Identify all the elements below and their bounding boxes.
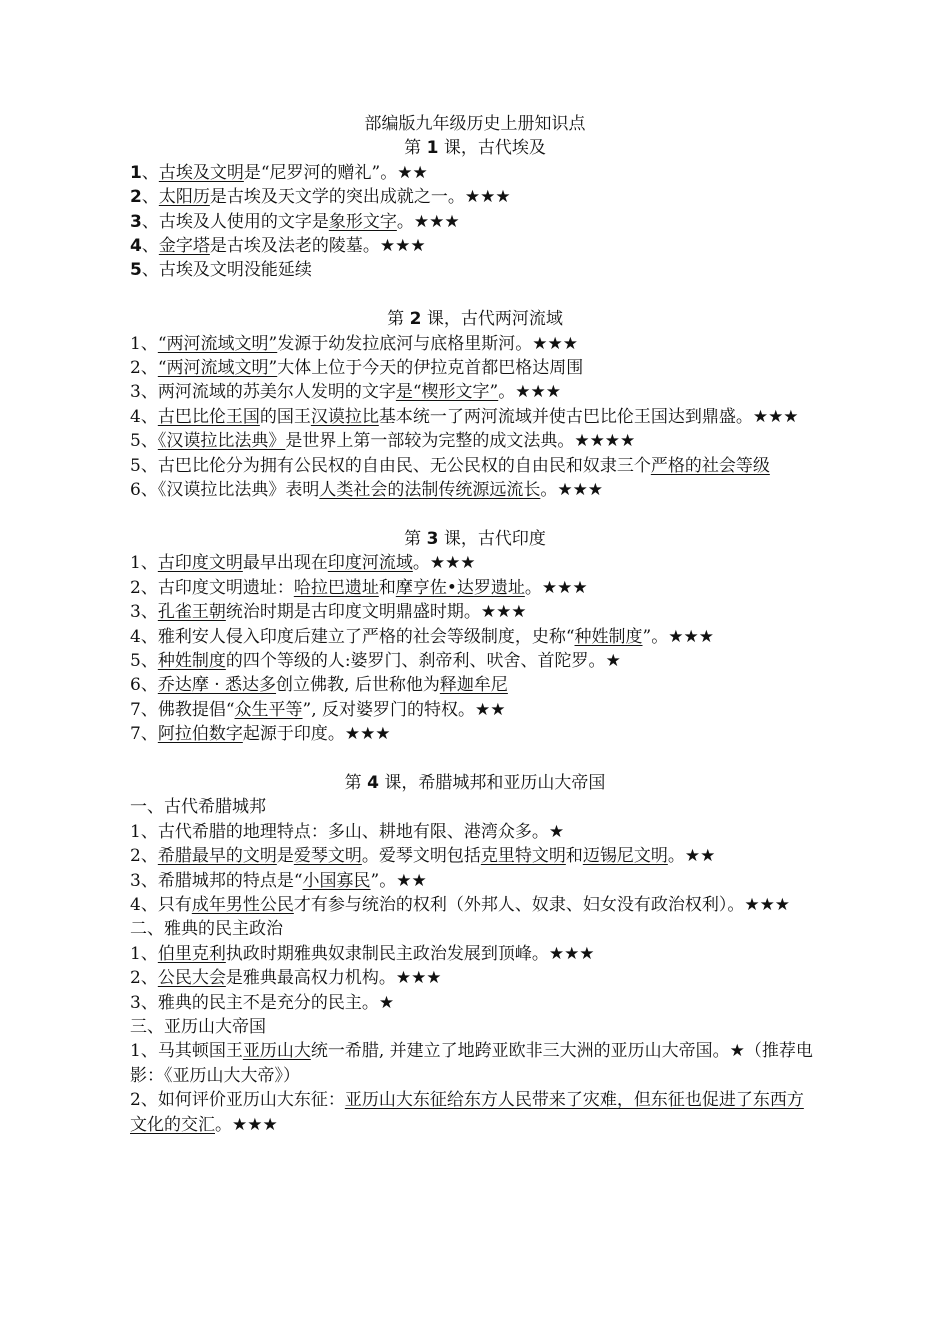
key-term: “两河流域文明”: [157, 358, 278, 379]
key-term: 公民大会: [157, 968, 226, 989]
key-term: 种姓制度: [574, 626, 643, 647]
lesson-heading-text: 课，古代两河流域: [421, 309, 563, 330]
key-term: 成年男性公民: [191, 894, 294, 915]
item-text: 4、雅利安人侵入印度后建立了严格的社会等级制度，史称“: [130, 626, 575, 647]
key-term: 希腊最早的文明: [157, 846, 277, 867]
importance-stars: ★★★: [379, 236, 426, 257]
item-number: 1: [130, 162, 142, 183]
knowledge-item: [130, 478, 820, 502]
item-text: 。爱琴文明包括: [361, 846, 481, 867]
knowledge-item: [130, 966, 820, 990]
section-gap: [130, 283, 820, 307]
item-text: 5、古巴比伦分为拥有公民权的自由民、无公民权的自由民和奴隶三个: [130, 455, 651, 476]
lesson-heading-text: 第: [404, 138, 427, 159]
importance-stars: ★★★: [464, 187, 511, 208]
item-text: 3、两河流域的苏美尔人发明的文字: [130, 382, 396, 403]
lesson-heading: [130, 307, 820, 331]
item-text: 执政时期雅典奴隶制民主政治发展到顶峰。: [225, 943, 549, 964]
importance-stars: ★★★: [744, 894, 791, 915]
key-term: 释迦牟尼: [439, 675, 508, 696]
item-text: 发源于幼发拉底河与底格里斯河。: [277, 333, 533, 354]
key-term: 伯里克利: [157, 943, 226, 964]
item-text: 是雅典最高权力机构。: [225, 968, 396, 989]
knowledge-item: [130, 576, 820, 600]
item-text: 基本统一了两河流域并使古巴比伦王国达到鼎盛。: [378, 406, 753, 427]
knowledge-item: [130, 210, 820, 234]
item-text: 三、亚历山大帝国: [130, 1016, 266, 1037]
key-term: 乔达摩 · 悉达多: [157, 675, 277, 696]
importance-stars: ★★★: [413, 211, 460, 232]
importance-stars: ★★★: [668, 626, 714, 647]
item-text: 5、: [130, 650, 158, 671]
item-text: 7、佛教提倡“: [130, 699, 235, 720]
importance-stars: ★: [729, 1041, 745, 1062]
key-term: 阿拉伯数字: [157, 724, 243, 745]
key-term: 亚历山大: [242, 1041, 311, 1062]
knowledge-item: [130, 454, 820, 478]
importance-stars: ★★★: [515, 382, 561, 403]
key-term: 摩亨佐•达罗遗址: [395, 577, 525, 598]
item-text: 2、古印度文明遗址：: [130, 577, 294, 598]
item-text: 1、: [130, 553, 158, 574]
item-text: 1、: [130, 333, 158, 354]
item-text: 大体上位于今天的伊拉克首都巴格达周围: [277, 358, 584, 379]
item-text: （推荐电影：《亚历山大大帝》）: [130, 1041, 813, 1086]
item-text: 最早出现在: [242, 553, 328, 574]
item-text: 和: [565, 846, 583, 867]
item-text: 2、: [130, 358, 158, 379]
key-term: 象形文字: [328, 211, 397, 232]
item-text: 2、: [130, 846, 158, 867]
item-text: 是古埃及法老的陵墓。: [209, 236, 380, 257]
knowledge-item: [130, 600, 820, 624]
importance-stars: ★★★: [429, 553, 476, 574]
knowledge-item: [130, 185, 820, 209]
section-gap: [130, 502, 820, 526]
item-text: 是古埃及天文学的突出成就之一。: [209, 187, 465, 208]
key-term: 汉谟拉比: [310, 406, 379, 427]
item-number: 4: [130, 236, 142, 257]
item-text: 是世界上第一部较为完整的成文法典。: [285, 431, 575, 452]
key-term: 严格的社会等级: [650, 455, 770, 476]
importance-stars: ★★★: [532, 333, 578, 354]
item-text: 一、古代希腊城邦: [130, 797, 266, 818]
lesson-number: 1: [426, 138, 439, 159]
importance-stars: ★: [605, 650, 621, 671]
item-text: 的四个等级的人:婆罗门、刹帝利、吠舍、首陀罗。: [225, 650, 606, 671]
lesson-heading: [130, 136, 820, 160]
item-text: 。: [215, 1114, 232, 1135]
importance-stars: ★★★: [557, 480, 604, 501]
key-term: 《汉谟拉比法典》: [157, 431, 286, 452]
lesson-heading-text: 第: [344, 772, 368, 793]
item-text: 。: [396, 211, 414, 232]
lesson-number: 3: [426, 528, 439, 549]
knowledge-item: [130, 893, 820, 917]
lesson-number: 2: [409, 309, 422, 330]
knowledge-item: [130, 722, 820, 746]
key-term: 印度河流域: [327, 553, 413, 574]
item-text: 6、《汉谟拉比法典》表明: [130, 480, 320, 501]
knowledge-item: [130, 1088, 820, 1137]
item-text: 。: [524, 577, 542, 598]
item-text: 才有参与统治的权利（外邦人、奴隶、妇女没有政治权利）。: [293, 894, 745, 915]
item-text: 3、雅典的民主不是充分的民主。: [130, 992, 379, 1013]
item-text: 是“尼罗河的赠礼”。: [243, 162, 398, 183]
item-text: 6、: [130, 675, 158, 696]
importance-stars: ★★★: [480, 602, 527, 623]
knowledge-item: [130, 405, 820, 429]
importance-stars: ★★★★: [574, 431, 636, 452]
item-text: 。: [667, 846, 685, 867]
item-text: 、古埃及文明没能延续: [141, 260, 312, 281]
knowledge-item: [130, 698, 820, 722]
importance-stars: ★★: [475, 699, 506, 720]
item-number: 2: [130, 187, 142, 208]
knowledge-item: [130, 795, 820, 819]
item-text: 1、: [130, 943, 158, 964]
item-text: 、: [141, 187, 159, 208]
key-term: 太阳历: [158, 187, 210, 208]
knowledge-item: [130, 551, 820, 575]
lesson-list: [130, 136, 820, 1137]
item-text: 4、: [130, 406, 158, 427]
importance-stars: ★★★: [232, 1114, 278, 1135]
knowledge-item: [130, 649, 820, 673]
item-text: 二、雅典的民主政治: [130, 919, 283, 940]
knowledge-item: [130, 844, 820, 868]
item-text: 的国王: [259, 406, 311, 427]
item-text: ”。: [370, 870, 397, 891]
item-text: 3、: [130, 602, 158, 623]
key-term: “两河流域文明”: [157, 333, 278, 354]
key-term: 古印度文明: [157, 553, 243, 574]
knowledge-item: [130, 234, 820, 258]
knowledge-item: [130, 820, 820, 844]
item-text: 统治时期是古印度文明鼎盛时期。: [225, 602, 481, 623]
key-term: 哈拉巴遗址: [293, 577, 379, 598]
knowledge-item: [130, 869, 820, 893]
item-text: 4、只有: [130, 894, 192, 915]
item-text: 7、: [130, 724, 158, 745]
document-content: [130, 112, 820, 1137]
lesson-heading: [130, 527, 820, 551]
knowledge-item: [130, 380, 820, 404]
item-text: 。: [498, 382, 516, 403]
key-term: 古巴比伦王国: [157, 406, 260, 427]
knowledge-item: [130, 332, 820, 356]
item-text: 1、马其顿国王: [130, 1041, 243, 1062]
item-text: ”。: [642, 626, 669, 647]
item-text: ”, 反对婆罗门的特权。: [302, 699, 476, 720]
knowledge-item: [130, 1039, 820, 1088]
key-term: 种姓制度: [157, 650, 226, 671]
importance-stars: ★★: [396, 870, 427, 891]
knowledge-item: [130, 917, 820, 941]
importance-stars: ★★★: [541, 577, 588, 598]
knowledge-item: [130, 991, 820, 1015]
knowledge-item: [130, 1015, 820, 1039]
key-term: 孔雀王朝: [157, 602, 226, 623]
knowledge-item: [130, 625, 820, 649]
item-text: 2、: [130, 968, 158, 989]
key-term: 人类社会的法制传统源远流长: [319, 480, 541, 501]
lesson-number: 4: [367, 772, 379, 793]
lesson-heading-text: 课，古代埃及: [438, 138, 546, 159]
item-text: 3、希腊城邦的特点是“: [130, 870, 303, 891]
item-text: 5、: [130, 431, 158, 452]
item-text: 、古埃及人使用的文字是: [141, 211, 329, 232]
importance-stars: ★★★: [395, 968, 442, 989]
knowledge-item: [130, 356, 820, 380]
key-term: 克里特文明: [480, 846, 566, 867]
key-term: 金字塔: [158, 236, 210, 257]
item-text: 是: [276, 846, 294, 867]
item-number: 3: [130, 211, 142, 232]
item-text: 。: [540, 480, 558, 501]
lesson-heading-text: 课，古代印度: [438, 528, 546, 549]
key-term: 小国寡民: [302, 870, 371, 891]
importance-stars: ★★★: [344, 724, 391, 745]
key-term: 爱琴文明: [293, 846, 362, 867]
document-title: 部编版九年级历史上册知识点: [364, 114, 586, 134]
importance-stars: ★★: [397, 162, 428, 183]
knowledge-item: [130, 942, 820, 966]
item-text: 统一希腊, 并建立了地跨亚欧非三大洲的亚历山大帝国。: [310, 1041, 730, 1062]
importance-stars: ★★★: [548, 943, 595, 964]
lesson-heading-text: 第: [404, 528, 427, 549]
importance-stars: ★: [378, 992, 395, 1013]
key-term: 迈锡尼文明: [582, 846, 668, 867]
item-text: 、: [141, 236, 159, 257]
item-text: 、: [141, 162, 159, 183]
lesson-heading: [130, 771, 820, 795]
knowledge-item: [130, 161, 820, 185]
knowledge-item: [130, 429, 820, 453]
item-number: 5: [130, 260, 142, 281]
item-text: 起源于印度。: [242, 724, 345, 745]
item-text: 2、如何评价亚历山大东征：: [130, 1090, 345, 1111]
section-gap: [130, 747, 820, 771]
key-term: 亚历山大东征给东方人民带来了灾难，但东征也促进了东西方文化的交汇: [130, 1090, 804, 1135]
item-text: 创立佛教, 后世称他为: [276, 675, 440, 696]
key-term: 众生平等: [234, 699, 303, 720]
importance-stars: ★★: [684, 846, 716, 867]
lesson-heading-text: 课，希腊城邦和亚历山大帝国: [378, 772, 606, 793]
importance-stars: ★★★: [752, 406, 799, 427]
key-term: 古埃及文明: [158, 162, 244, 183]
item-text: 1、古代希腊的地理特点：多山、耕地有限、港湾众多。: [130, 821, 549, 842]
lesson-heading-text: 第: [387, 309, 410, 330]
item-text: 。: [412, 553, 430, 574]
item-text: 和: [378, 577, 396, 598]
knowledge-item: [130, 258, 820, 282]
importance-stars: ★: [548, 821, 565, 842]
knowledge-item: [130, 673, 820, 697]
key-term: 是“楔形文字”: [395, 382, 499, 403]
